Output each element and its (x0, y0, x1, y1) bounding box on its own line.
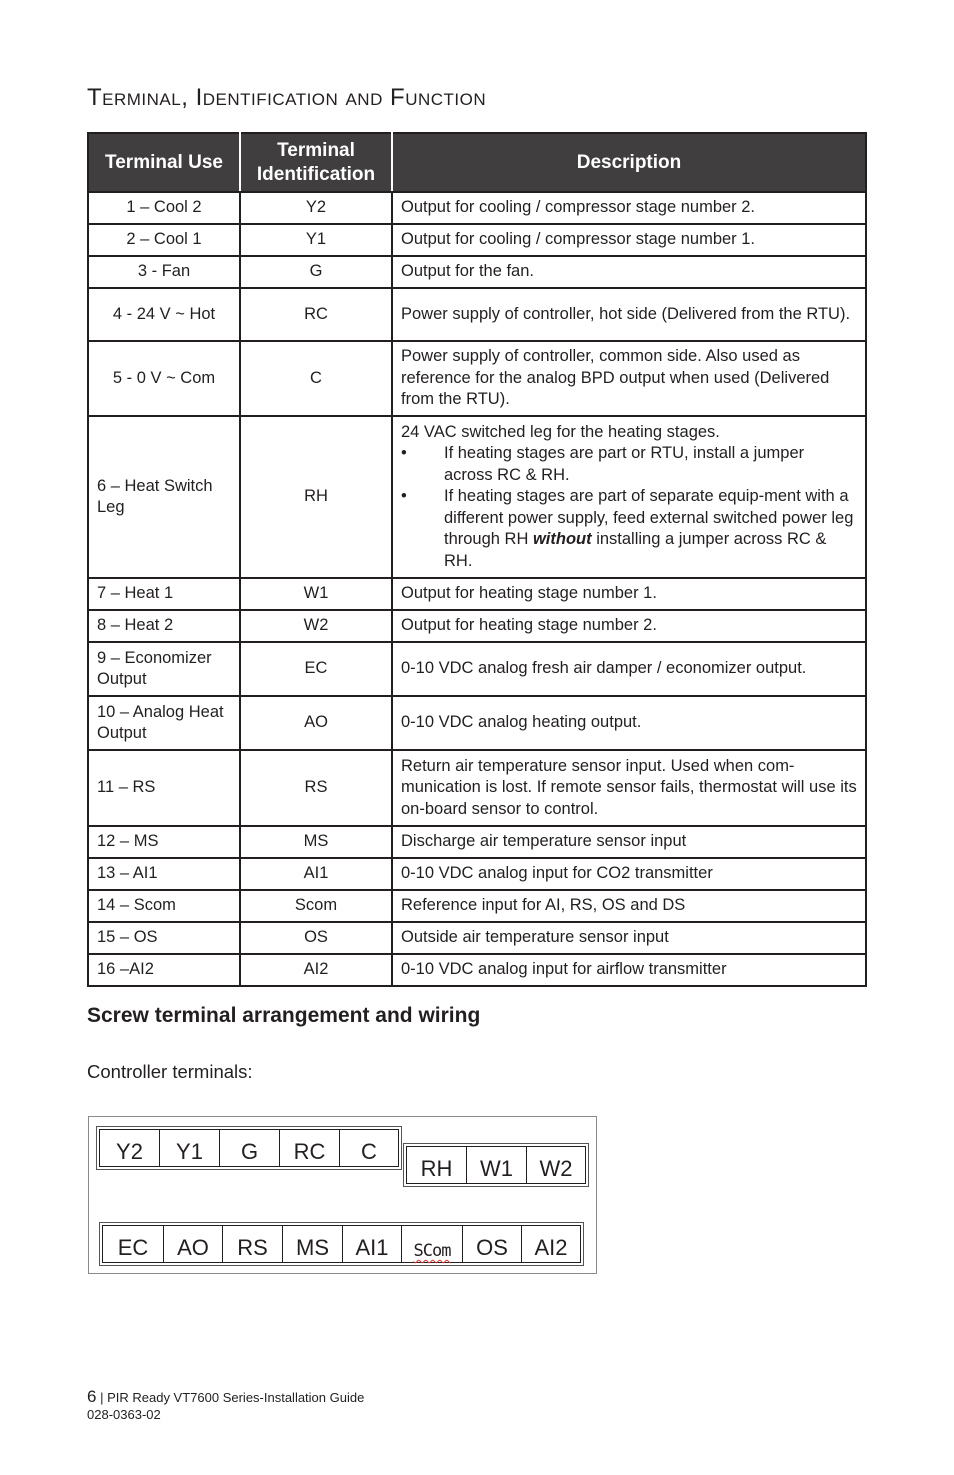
wiring-heading: Screw terminal arrangement and wiring (87, 1004, 481, 1027)
terminal-id-cell: OS (240, 922, 392, 954)
description-cell (392, 416, 866, 578)
terminal-id-cell: AI2 (240, 954, 392, 986)
table-row (88, 341, 866, 416)
terminal-diagram (88, 1116, 597, 1274)
table-row (88, 826, 866, 858)
table-row (88, 288, 866, 341)
description-cell: 0-10 VDC analog input for CO2 transmitter (392, 858, 866, 890)
bullet-item (401, 443, 857, 486)
terminal-use-cell: 16 –AI2 (88, 954, 240, 986)
terminal-id-cell: RS (240, 750, 392, 826)
terminal-id-cell: C (240, 341, 392, 416)
description-cell: Reference input for AI, RS, OS and DS (392, 890, 866, 922)
table-row (88, 256, 866, 288)
terminal-use-cell: 10 – Analog Heat Output (88, 696, 240, 750)
footer-separator: | (96, 1390, 108, 1405)
terminal-id-cell: W1 (240, 578, 392, 610)
terminal-label: RS (223, 1226, 283, 1262)
terminal-use-cell: 8 – Heat 2 (88, 610, 240, 642)
terminal-id-cell: Y2 (240, 192, 392, 224)
header-identification-word: Identification (256, 163, 376, 185)
table-header-row (88, 133, 866, 192)
terminal-label: AI1 (343, 1226, 402, 1262)
terminal-label: SCom (402, 1226, 463, 1262)
terminal-use-cell: 13 – AI1 (88, 858, 240, 890)
description-cell: 0-10 VDC analog fresh air damper / economizer output. (392, 642, 866, 696)
bullet-text-before: If heating stages are part of separate equip-ment with a different power supply, feed external switched power leg through RH (444, 487, 854, 549)
terminal-strip-top-right (403, 1143, 589, 1187)
terminal-label: C (361, 1139, 377, 1164)
description-intro: 24 VAC switched leg for the heating stages. (401, 422, 720, 441)
terminal-use-cell: 15 – OS (88, 922, 240, 954)
terminal-id-cell: Scom (240, 890, 392, 922)
terminal-cells (99, 1129, 399, 1167)
section-title: Terminal, Identification and Function (87, 84, 487, 111)
header-terminal-use: Terminal Use (88, 133, 240, 192)
terminal-cells (102, 1225, 581, 1263)
bullet-text: If heating stages are part or RTU, install a jumper across RC & RH. (444, 444, 805, 484)
table-row (88, 858, 866, 890)
terminal-id-cell: W2 (240, 610, 392, 642)
bullet-item (401, 486, 857, 572)
header-description: Description (392, 133, 866, 192)
terminal-label: W1 (467, 1147, 527, 1183)
terminal-use-cell: 3 - Fan (88, 256, 240, 288)
footer-line (87, 1388, 364, 1406)
table-row (88, 416, 866, 578)
bullet-marker: • (401, 487, 407, 506)
table-row (88, 890, 866, 922)
terminal-use-cell: 2 – Cool 1 (88, 224, 240, 256)
terminal-use-cell: 5 - 0 V ~ Com (88, 341, 240, 416)
table-row (88, 578, 866, 610)
terminal-label: AI2 (534, 1235, 568, 1260)
table-row (88, 750, 866, 826)
description-cell: Power supply of controller, common side. Also used as reference for the analog BPD output when used (Delivered from the RTU). (392, 341, 866, 416)
terminal-use-cell: 14 – Scom (88, 890, 240, 922)
table-row (88, 922, 866, 954)
terminal-use-cell: 7 – Heat 1 (88, 578, 240, 610)
terminal-strip-top-left (96, 1126, 402, 1170)
terminal-id-cell: AO (240, 696, 392, 750)
terminal-use-cell: 6 – Heat Switch Leg (88, 416, 240, 578)
terminal-id-cell: MS (240, 826, 392, 858)
table-row (88, 224, 866, 256)
terminal-label: EC (103, 1226, 164, 1262)
terminal-label: OS (463, 1226, 522, 1262)
bullet-emphasis: without (532, 530, 592, 549)
bullet-marker: • (401, 444, 407, 463)
terminal-cells (406, 1146, 586, 1184)
description-cell: Output for heating stage number 1. (392, 578, 866, 610)
document-title: PIR Ready VT7600 Series-Installation Guide (107, 1390, 365, 1405)
description-cell: Output for heating stage number 2. (392, 610, 866, 642)
terminal-id-cell: EC (240, 642, 392, 696)
terminal-label: Y1 (160, 1130, 220, 1166)
terminal-label: MS (283, 1226, 343, 1262)
terminal-id-cell: AI1 (240, 858, 392, 890)
description-cell: Outside air temperature sensor input (392, 922, 866, 954)
bullet-text (444, 486, 857, 572)
description-cell: 0-10 VDC analog input for airflow transmitter (392, 954, 866, 986)
terminal-id-cell: Y1 (240, 224, 392, 256)
page-footer (87, 1388, 364, 1423)
terminal-label: RH (407, 1147, 467, 1183)
terminal-id-cell: G (240, 256, 392, 288)
document-code: 028-0363-02 (87, 1407, 161, 1422)
terminal-use-cell: 12 – MS (88, 826, 240, 858)
terminal-use-cell: 11 – RS (88, 750, 240, 826)
terminal-use-cell: 1 – Cool 2 (88, 192, 240, 224)
terminal-label: W2 (539, 1156, 573, 1181)
table-row (88, 642, 866, 696)
bullet-text-after: installing a jumper across RC & RH. (444, 530, 827, 570)
description-cell: Discharge air temperature sensor input (392, 826, 866, 858)
table-row (88, 610, 866, 642)
description-cell: Output for cooling / compressor stage number 2. (392, 192, 866, 224)
terminal-label: RC (280, 1130, 340, 1166)
terminal-use-cell: 4 - 24 V ~ Hot (88, 288, 240, 341)
table-row (88, 954, 866, 986)
description-cell: 0-10 VDC analog heating output. (392, 696, 866, 750)
terminal-label: AO (164, 1226, 223, 1262)
description-cell: Output for cooling / compressor stage number 1. (392, 224, 866, 256)
terminal-label: G (220, 1130, 280, 1166)
description-cell: Power supply of controller, hot side (Delivered from the RTU). (392, 288, 866, 341)
terminal-use-cell: 9 – Economizer Output (88, 642, 240, 696)
terminal-label: Y2 (100, 1130, 160, 1166)
description-cell: Return air temperature sensor input. Used when com-munication is lost. If remote sensor fails, thermostat will use its on-board sensor to control. (392, 750, 866, 826)
terminal-table (87, 132, 867, 987)
terminal-strip-bottom (99, 1222, 584, 1266)
description-cell: Output for the fan. (392, 256, 866, 288)
controller-terminals-label: Controller terminals: (87, 1061, 253, 1082)
terminal-id-cell: RH (240, 416, 392, 578)
page-number: 6 (87, 1387, 97, 1406)
terminal-id-cell: RC (240, 288, 392, 341)
table-row (88, 192, 866, 224)
header-terminal-identification: Terminal Identification (240, 133, 392, 192)
table-row (88, 696, 866, 750)
